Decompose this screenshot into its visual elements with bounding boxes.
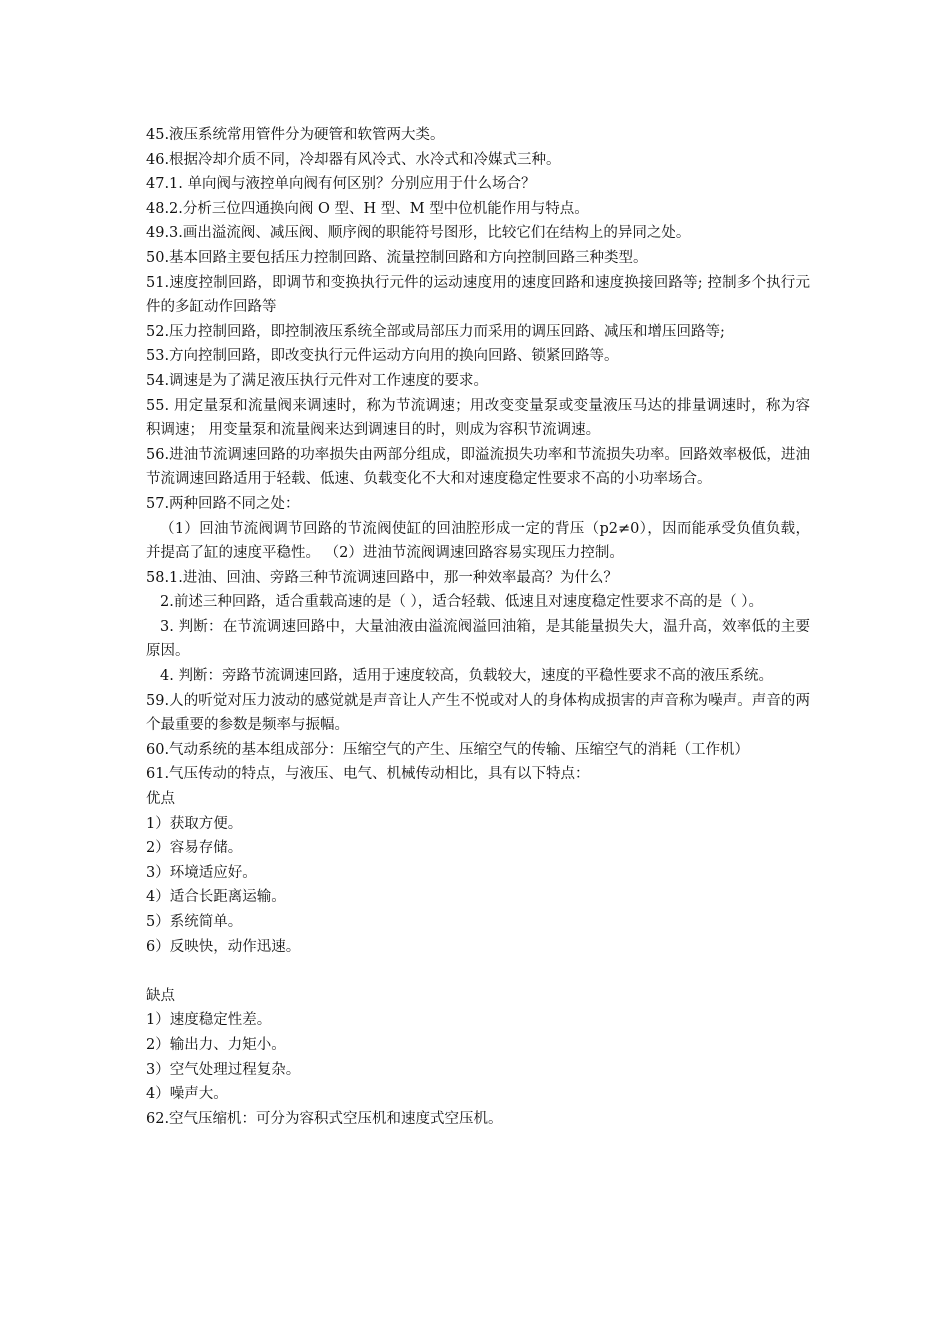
item-45: 45.液压系统常用管件分为硬管和软管两大类。 bbox=[146, 127, 445, 143]
item-58-q1: 58.1.进油、回油、旁路三种节流调速回路中，那一种效率最高？为什么？ bbox=[146, 569, 618, 586]
blank-line bbox=[146, 959, 810, 984]
disadvantage-2: 2）输出力、力矩小。 bbox=[146, 1036, 286, 1053]
item-47: 47.1. 单向阀与液控单向阀有何区别？分别应用于什么场合？ bbox=[146, 176, 536, 193]
item-59: 59.人的听觉对压力波动的感觉就是声音让人产生不悦或对人的身体构成损害的声音称为噪声。声音的两个最重要的参数是频率与振幅。 bbox=[146, 692, 810, 734]
advantage-4: 4）适合长距离运输。 bbox=[146, 889, 286, 906]
item-62: 62.空气压缩机：可分为容积式空压机和速度式空压机。 bbox=[146, 1110, 503, 1127]
advantage-6: 6）反映快，动作迅速。 bbox=[146, 938, 301, 955]
item-58-q2: 2.前述三种回路，适合重载高速的是（ ），适合轻载、低速且对速度稳定性要求不高的是（ ）。 bbox=[160, 594, 764, 611]
item-54: 54.调速是为了满足液压执行元件对工作速度的要求。 bbox=[146, 372, 489, 389]
item-50: 50.基本回路主要包括压力控制回路、流量控制回路和方向控制回路三种类型。 bbox=[146, 249, 648, 266]
item-48: 48.2.分析三位四通换向阀 O 型、H 型、M 型中位机能作用与特点。 bbox=[146, 200, 589, 217]
item-61: 61.气压传动的特点，与液压、电气、机械传动相比，具有以下特点： bbox=[146, 766, 590, 783]
disadvantage-1: 1）速度稳定性差。 bbox=[146, 1012, 272, 1029]
disadvantage-3: 3）空气处理过程复杂。 bbox=[146, 1061, 301, 1078]
item-56: 56.进油节流调速回路的功率损失由两部分组成，即溢流损失功率和节流损失功率。回路效率极低，进油节流调速回路适用于轻载、低速、负载变化不大和对速度稳定性要求不高的小功率场合。 bbox=[146, 446, 810, 488]
item-53: 53.方向控制回路，即改变执行元件运动方向用的换向回路、锁紧回路等。 bbox=[146, 348, 619, 365]
item-57: 57.两种回路不同之处： bbox=[146, 495, 300, 512]
disadvantage-4: 4）噪声大。 bbox=[146, 1086, 228, 1103]
item-58-q4: 4. 判断：旁路节流调速回路，适用于速度较高，负载较大，速度的平稳性要求不高的液压系统。 bbox=[160, 668, 773, 685]
disadvantages-heading: 缺点 bbox=[146, 987, 175, 1004]
advantage-1: 1）获取方便。 bbox=[146, 815, 243, 832]
item-51: 51.速度控制回路，即调节和变换执行元件的运动速度用的速度回路和速度换接回路等; 控制多个执行元件的多缸动作回路等 bbox=[146, 274, 810, 316]
item-46: 46.根据冷却介质不同，冷却器有风冷式、水冷式和冷媒式三种。 bbox=[146, 151, 561, 168]
item-57-detail: （1）回油节流阀调节回路的节流阀使缸的回油腔形成一定的背压（p2≠0），因而能承受负值负载，并提高了缸的速度平稳性。 （2）进油节流阀调速回路容易实现压力控制。 bbox=[146, 520, 810, 562]
item-55: 55. 用定量泵和流量阀来调速时，称为节流调速；用改变变量泵或变量液压马达的排量调速时，称为容积调速； 用变量泵和流量阀来达到调速目的时，则成为容积节流调速。 bbox=[146, 397, 810, 439]
item-52: 52.压力控制回路，即控制液压系统全部或局部压力而采用的调压回路、减压和增压回路等; bbox=[146, 323, 725, 340]
item-49: 49.3.画出溢流阀、减压阀、顺序阀的职能符号图形，比较它们在结构上的异同之处。 bbox=[146, 225, 691, 242]
item-60: 60.气动系统的基本组成部分：压缩空气的产生、压缩空气的传输、压缩空气的消耗（工作机） bbox=[146, 741, 750, 758]
advantage-3: 3）环境适应好。 bbox=[146, 864, 257, 881]
advantage-5: 5）系统简单。 bbox=[146, 914, 243, 930]
advantages-heading: 优点 bbox=[146, 791, 175, 808]
advantage-2: 2）容易存储。 bbox=[146, 840, 243, 857]
item-58-q3: 3. 判断：在节流调速回路中，大量油液由溢流阀溢回油箱，是其能量损失大，温升高，效率低的主要原因。 bbox=[146, 618, 810, 660]
